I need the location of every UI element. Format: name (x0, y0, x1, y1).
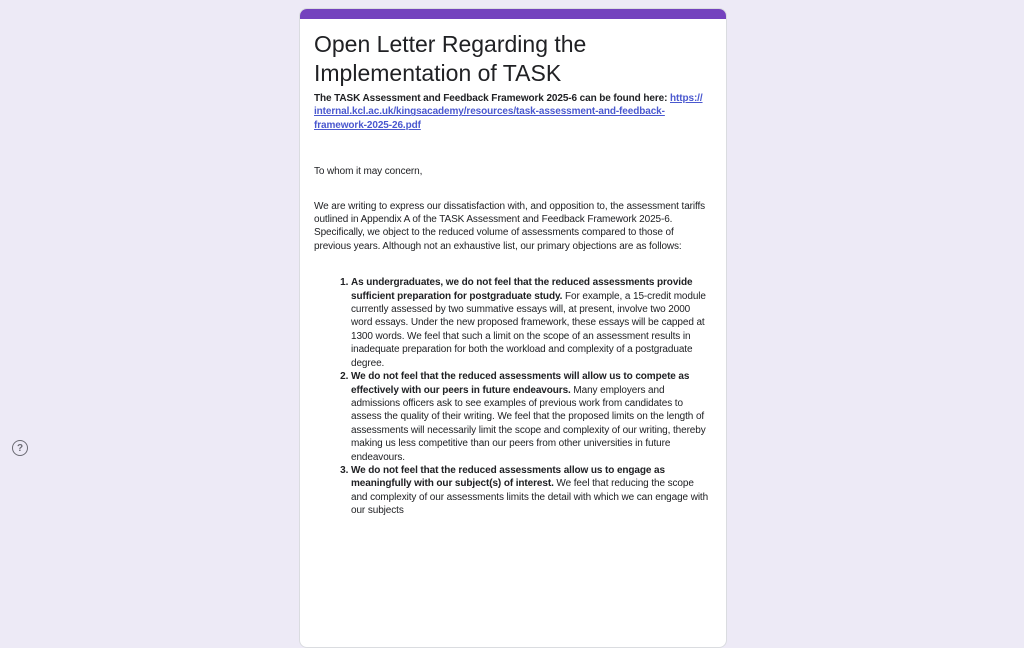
objection-item-1 (351, 276, 712, 370)
objection-item-3 (351, 464, 712, 518)
question-mark-icon: ? (16, 442, 24, 454)
framework-link-line-2: internal.kcl.ac.uk/kingsacademy/resources/task-assessment-and-feedback- (314, 106, 665, 118)
framework-link-line-1: https:// (670, 93, 703, 104)
salutation-text: To whom it may concern, (314, 166, 423, 178)
objection-3-bold-lead: We do not feel that the reduced assessments allow us to engage as meaningfully with our subject(s) of interest. (351, 464, 665, 490)
objection-item-2 (351, 370, 712, 464)
objection-2-bold-lead: We do not feel that the reduced assessments will allow us to compete as effectively with our peers in future endeavours. (351, 371, 690, 396)
objection-2-text: Many employers and admissions officers ask to see examples of previous work from candidates to assess the quality of their writing. We feel that the proposed limits on the length of assessments will necessarily limit the scope and complexity of our writing, thereby making us less competitive than our peers from other universities in future endeavours. (351, 384, 706, 463)
form-card (299, 8, 727, 648)
help-button[interactable] (12, 440, 28, 456)
objection-3-text: We feel that reducing the scope and complexity of our assessments limits the detail with which we can engage with our subjects (351, 478, 709, 517)
intro-paragraph: We are writing to express our dissatisfaction with, and opposition to, the assessment tariffs outlined in Appendix A of the TASK Assessment and Feedback Framework 2025-6. Specifically, we object to the reduced volume of assessments compared to those of previous years. Although not an exhaustive list, our primary objections are as follows: (314, 200, 706, 252)
form-title: Open Letter Regarding the Implementation of TASK (314, 31, 587, 86)
framework-link-line-3: framework-2025-26.pdf (314, 119, 421, 131)
theme-accent-bar (300, 9, 726, 19)
objection-1-text: For example, a 15-credit module currently assessed by two summative essays will, at present, involve two 2000 word essays. Under the new proposed framework, these essays will be capped at 1300 words. We feel that such a limit on the scope of an assessment results in inadequate preparation for both the workload and complexity of a postgraduate degree. (351, 290, 706, 369)
form-description (314, 92, 712, 132)
objection-1-bold-lead: As undergraduates, we do not feel that the reduced assessments provide sufficient preparation for postgraduate study. (351, 277, 693, 302)
form-card-content (300, 30, 726, 518)
description-bold-lead: The TASK Assessment and Feedback Framework 2025-6 can be found here: (314, 93, 670, 104)
objections-list (314, 276, 712, 517)
